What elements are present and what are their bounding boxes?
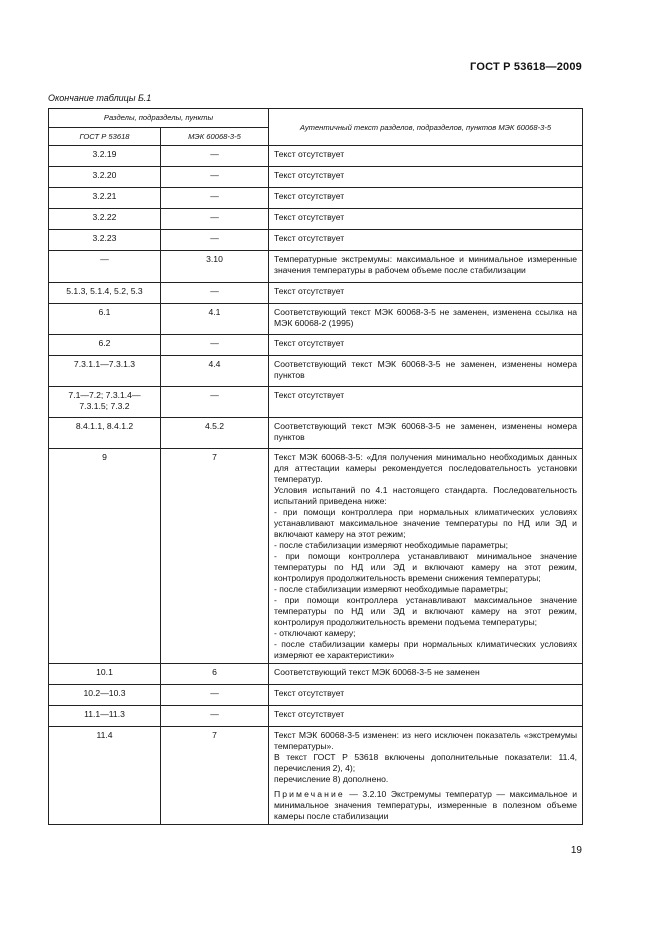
text-cell: Текст отсутствует <box>269 146 583 167</box>
gost-cell: 9 <box>49 449 161 664</box>
iec-cell: 4.5.2 <box>161 418 269 449</box>
gost-cell: 3.2.20 <box>49 167 161 188</box>
text-paragraph: Текст МЭК 60068-3-5: «Для получения минимально необходимых данных для аттестации камеры рекомендуется последовательность установки температур. <box>274 452 577 485</box>
table-row <box>49 146 583 167</box>
gost-cell: 3.2.21 <box>49 188 161 209</box>
table-caption: Окончание таблицы Б.1 <box>48 93 152 103</box>
text-paragraph: Текст МЭК 60068-3-5 изменен: из него исключен показатель «экстремумы температуры». <box>274 730 577 752</box>
table-header-row <box>49 109 583 128</box>
text-list-item: - при помощи контроллера устанавливают минимальное значение температуры по НД или ЭД и включают камеру на этот режим, контролируя продолжительность времени снижения температуры; <box>274 551 577 584</box>
text-cell: Текст отсутствует <box>269 230 583 251</box>
iec-cell: 7 <box>161 727 269 825</box>
iec-cell: 6 <box>161 664 269 685</box>
iec-cell: — <box>161 685 269 706</box>
iec-cell: 4.1 <box>161 304 269 335</box>
table-row <box>49 335 583 356</box>
text-cell <box>269 727 583 825</box>
gost-cell <box>49 387 161 418</box>
text-cell: Соответствующий текст МЭК 60068-3-5 не заменен, изменена ссылка на МЭК 60068-2 (1995) <box>269 304 583 335</box>
header-authentic-text: Аутентичный текст разделов, подразделов, пунктов МЭК 60068-3-5 <box>269 109 583 146</box>
table-row <box>49 664 583 685</box>
iec-cell: — <box>161 283 269 304</box>
gost-cell: 6.1 <box>49 304 161 335</box>
table-row <box>49 283 583 304</box>
text-cell: Текст отсутствует <box>269 387 583 418</box>
table-row <box>49 685 583 706</box>
iec-cell: — <box>161 387 269 418</box>
text-cell: Текст отсутствует <box>269 335 583 356</box>
gost-cell: 8.4.1.1, 8.4.1.2 <box>49 418 161 449</box>
note-label: Примечание <box>274 789 345 800</box>
iec-cell: — <box>161 230 269 251</box>
gost-cell: 3.2.23 <box>49 230 161 251</box>
text-cell: Текст отсутствует <box>269 706 583 727</box>
iec-cell: 7 <box>161 449 269 664</box>
gost-cell: 3.2.19 <box>49 146 161 167</box>
iec-cell: — <box>161 188 269 209</box>
iec-cell: — <box>161 209 269 230</box>
table-row <box>49 304 583 335</box>
text-paragraph: Условия испытаний по 4.1 настоящего стандарта. Последовательность испытаний приведена ниже: <box>274 485 577 507</box>
table-row <box>49 356 583 387</box>
header-group-sections: Разделы, подразделы, пункты <box>49 109 269 128</box>
text-list-item: - при помощи контроллера устанавливают максимальное значение температуры по НД или ЭД и включают камеру на этот режим, контролируя продолжительность времени подъема температуры; <box>274 595 577 628</box>
gost-cell: 11.4 <box>49 727 161 825</box>
table-row <box>49 230 583 251</box>
gost-cell: 10.2—10.3 <box>49 685 161 706</box>
table-row <box>49 209 583 230</box>
text-cell <box>269 449 583 664</box>
gost-cell: 10.1 <box>49 664 161 685</box>
iec-cell: — <box>161 706 269 727</box>
gost-cell: 6.2 <box>49 335 161 356</box>
text-list-item: - после стабилизации камеры при нормальных климатических условиях измеряют ее характеристики» <box>274 639 577 661</box>
text-cell: Текст отсутствует <box>269 209 583 230</box>
table-row <box>49 188 583 209</box>
table-row <box>49 167 583 188</box>
text-cell: Текст отсутствует <box>269 188 583 209</box>
iec-cell: — <box>161 335 269 356</box>
text-paragraph: перечисление 8) дополнено. <box>274 774 389 785</box>
comparison-table <box>48 108 583 825</box>
text-cell: Текст отсутствует <box>269 167 583 188</box>
text-paragraph: В текст ГОСТ Р 53618 включены дополнительные показатели: 11.4, перечисления 2), 4); <box>274 752 577 774</box>
text-cell: Текст отсутствует <box>269 283 583 304</box>
header-gost-column: ГОСТ Р 53618 <box>49 127 161 146</box>
gost-cell-line: 7.3.1.5; 7.3.2 <box>79 401 130 412</box>
note-text: — 3.2.10 Экстремумы температур — максимальное и минимальное значения температуры, измеренные в полезном объеме камеры после стабилизации <box>274 789 577 822</box>
gost-cell: 7.3.1.1—7.3.1.3 <box>49 356 161 387</box>
text-list-item: - при помощи контроллера при нормальных климатических условиях устанавливают максимальное значение температуры по НД или ЭД и включают камеру на этот режим; <box>274 507 577 540</box>
text-cell: Соответствующий текст МЭК 60068-3-5 не заменен, изменены номера пунктов <box>269 356 583 387</box>
table-row <box>49 387 583 418</box>
note-paragraph <box>274 789 577 822</box>
gost-cell: 5.1.3, 5.1.4, 5.2, 5.3 <box>49 283 161 304</box>
text-cell: Соответствующий текст МЭК 60068-3-5 не заменен <box>269 664 583 685</box>
gost-cell: — <box>49 251 161 283</box>
page-number: 19 <box>570 845 582 856</box>
text-cell: Температурные экстремумы: максимальное и минимальное измеренные значения температуры в рабочем объеме после стабилизации <box>269 251 583 283</box>
table-row <box>49 706 583 727</box>
text-cell: Соответствующий текст МЭК 60068-3-5 не заменен, изменены номера пунктов <box>269 418 583 449</box>
text-list-item: - после стабилизации измеряют необходимые параметры; <box>274 584 509 595</box>
gost-cell: 11.1—11.3 <box>49 706 161 727</box>
document-code: ГОСТ Р 53618—2009 <box>470 61 582 73</box>
table-row <box>49 251 583 283</box>
iec-cell: 4.4 <box>161 356 269 387</box>
iec-cell: — <box>161 167 269 188</box>
table-row <box>49 449 583 664</box>
gost-cell: 3.2.22 <box>49 209 161 230</box>
iec-cell: 3.10 <box>161 251 269 283</box>
table-row <box>49 418 583 449</box>
header-iec-column: МЭК 60068-3-5 <box>161 127 269 146</box>
text-list-item: - после стабилизации измеряют необходимые параметры; <box>274 540 509 551</box>
text-cell: Текст отсутствует <box>269 685 583 706</box>
gost-cell-line: 7.1—7.2; 7.3.1.4— <box>68 390 141 401</box>
table-row <box>49 727 583 825</box>
iec-cell: — <box>161 146 269 167</box>
text-list-item: - отключают камеру; <box>274 628 356 639</box>
